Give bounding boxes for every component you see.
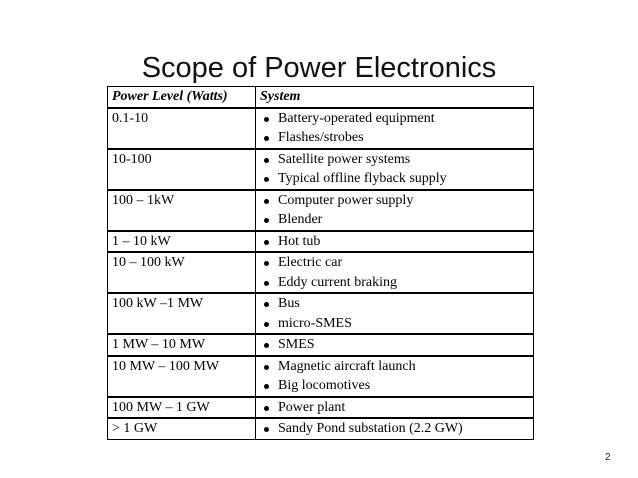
system-list [260,357,533,396]
system-list-item: Bus [264,294,533,314]
power-level-cell: 1 MW – 10 MW [108,334,256,356]
system-cell [256,252,534,293]
table-row [108,293,534,334]
header-power-level: Power Level (Watts) [108,87,256,108]
system-cell [256,356,534,397]
power-level-cell: 0.1-10 [108,108,256,149]
table-row [108,149,534,190]
table-body [108,108,534,440]
table-row [108,397,534,419]
power-level-cell: 10-100 [108,149,256,190]
system-list-item: Hot tub [264,232,533,252]
system-list [260,109,533,148]
system-list-item: SMES [264,335,533,355]
power-level-cell: 100 MW – 1 GW [108,397,256,419]
system-list-item: Flashes/strobes [264,128,533,148]
table-row [108,252,534,293]
table-row [108,190,534,231]
slide-title: Scope of Power Electronics [141,52,497,84]
system-list [260,232,533,252]
system-cell [256,397,534,419]
system-cell [256,334,534,356]
system-list-item: Big locomotives [264,376,533,396]
system-cell [256,149,534,190]
system-cell [256,231,534,253]
system-list-item: Eddy current braking [264,273,533,293]
system-list [260,419,533,439]
system-list-item: Battery-operated equipment [264,109,533,129]
power-scope-table [107,86,534,440]
system-list [260,335,533,355]
system-cell [256,418,534,439]
system-list [260,398,533,418]
page-number: 2 [605,452,611,463]
system-list-item: Sandy Pond substation (2.2 GW) [264,419,533,439]
system-list-item: Magnetic aircraft launch [264,357,533,377]
system-list-item: Satellite power systems [264,150,533,170]
table-header-row [108,87,534,108]
table-row [108,108,534,149]
system-list-item: micro-SMES [264,314,533,334]
power-level-cell: 10 – 100 kW [108,252,256,293]
system-list [260,294,533,333]
power-level-cell: 1 – 10 kW [108,231,256,253]
system-cell [256,108,534,149]
table-row [108,334,534,356]
system-cell [256,190,534,231]
system-list-item: Power plant [264,398,533,418]
system-list [260,150,533,189]
system-list [260,253,533,292]
power-level-cell: > 1 GW [108,418,256,439]
system-list-item: Electric car [264,253,533,273]
table-row [108,356,534,397]
power-level-cell: 100 – 1kW [108,190,256,231]
system-list-item: Typical offline flyback supply [264,169,533,189]
system-cell [256,293,534,334]
system-list-item: Computer power supply [264,191,533,211]
table-row [108,418,534,439]
header-system: System [256,87,534,108]
system-list [260,191,533,230]
power-level-cell: 10 MW – 100 MW [108,356,256,397]
system-list-item: Blender [264,210,533,230]
power-level-cell: 100 kW –1 MW [108,293,256,334]
table-row [108,231,534,253]
